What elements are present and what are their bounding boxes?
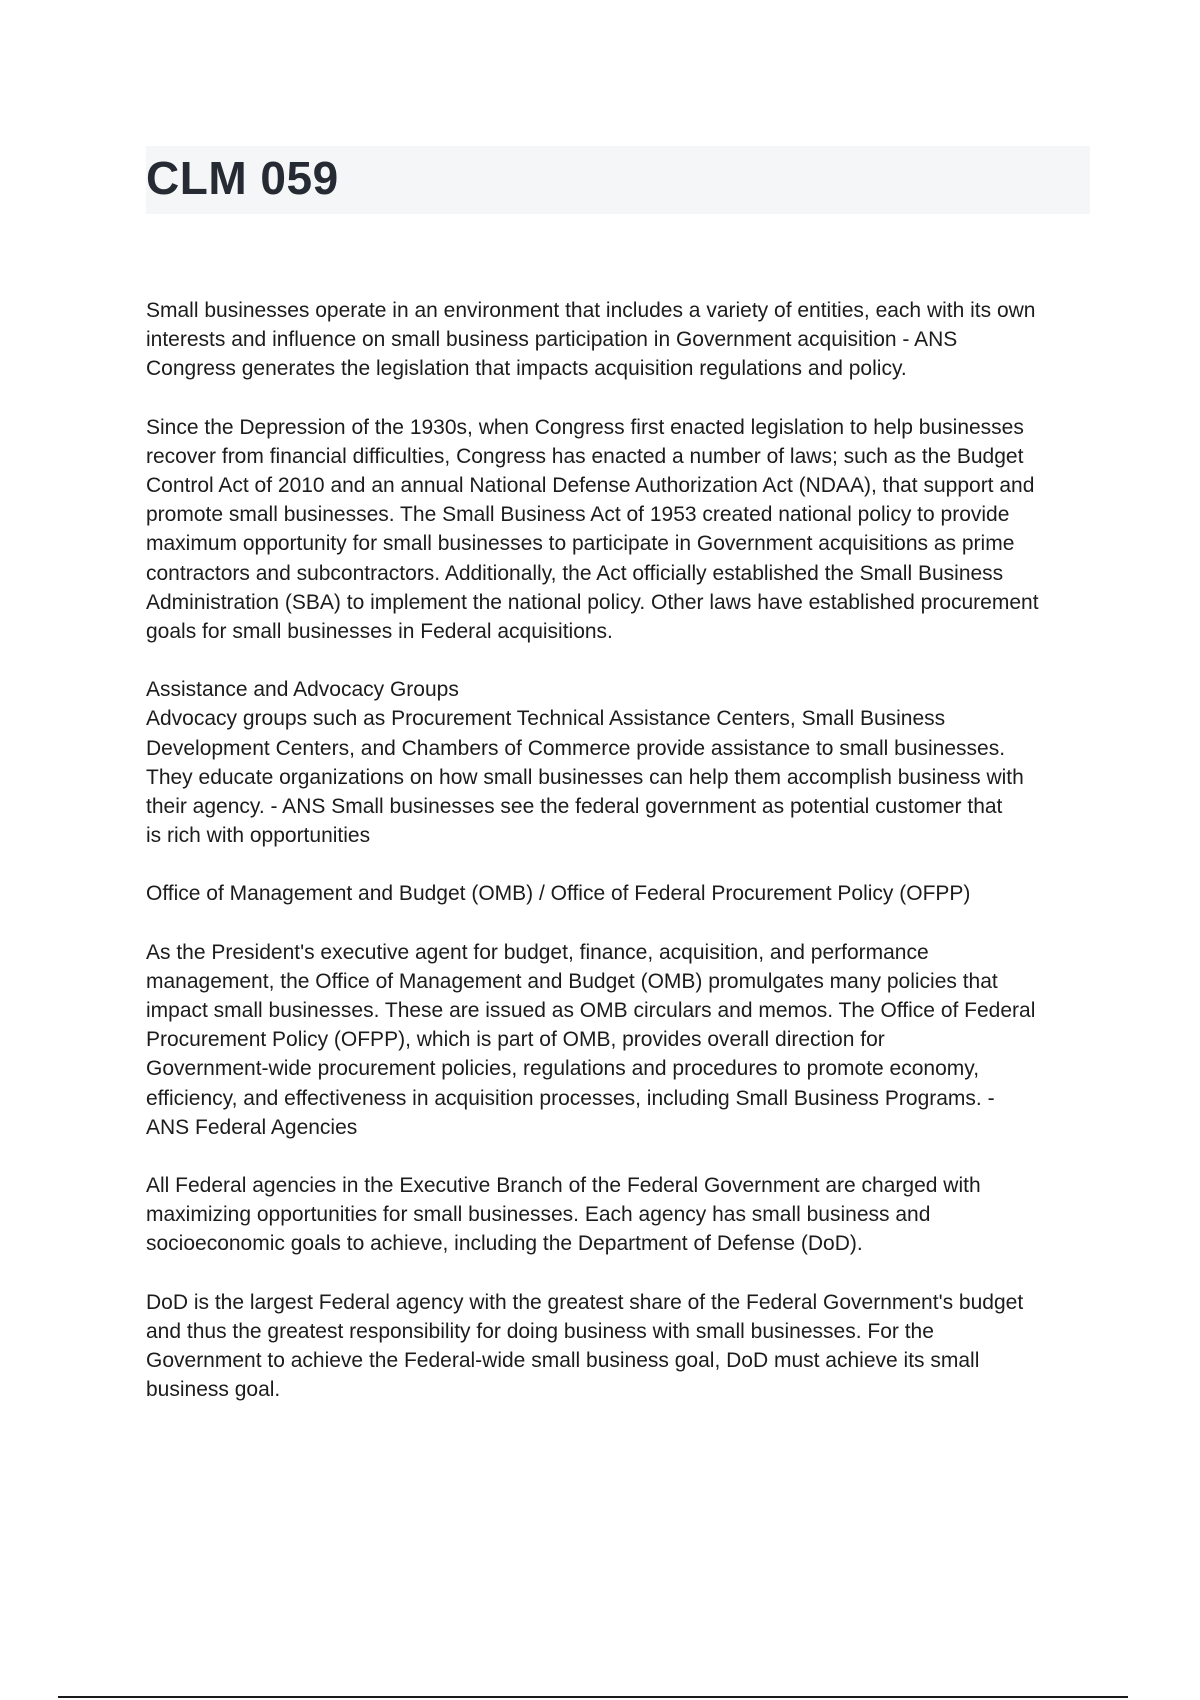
paragraph-advocacy-groups: Assistance and Advocacy Groups Advocacy groups such as Procurement Technical Assistance Centers, Small Business Development Centers, and Chambers of Commerce provide assistance to small businesses. They educate organizations on how small businesses can help them accomplish business with their agency. - ANS Small businesses see the federal government as potential customer that is rich with opportunities [146, 678, 1024, 848]
document-body [146, 296, 1090, 1434]
paragraph-depression-legislation: Since the Depression of the 1930s, when Congress first enacted legislation to help businesses recover from financial difficulties, Congress has enacted a number of laws; such as the Budget Control Act of 2010 and an annual National Defense Authorization Act (NDAA), that support and promote small businesses. The Small Business Act of 1953 created national policy to provide maximum opportunity for small businesses to participate in Government acquisitions as prime contractors and subcontractors. Additionally, the Act officially established the Small Business Administration (SBA) to implement the national policy. Other laws have established procurement goals for small businesses in Federal acquisitions. [146, 415, 1039, 644]
title-band [146, 146, 1090, 214]
paragraph-omb-description: As the President's executive agent for budget, finance, acquisition, and performance management, the Office of Management and Budget (OMB) promulgates many policies that impact small businesses. These are issued as OMB circulars and memos. The Office of Federal Procurement Policy (OFPP), which is part of OMB, provides overall direction for Government-wide procurement policies, regulations and procedures to promote economy, efficiency, and effectiveness in acquisition processes, including Small Business Programs. - ANS Federal Agencies [146, 940, 1036, 1139]
paragraph-small-business-environment: Small businesses operate in an environment that includes a variety of entities, each with its own interests and influence on small business participation in Government acquisition - ANS Congress generates the legislation that impacts acquisition regulations and policy. [146, 299, 1036, 381]
paragraph-dod: DoD is the largest Federal agency with the greatest share of the Federal Government's budget and thus the greatest responsibility for doing business with small businesses. For the Government to achieve the Federal-wide small business goal, DoD must achieve its small business goal. [146, 1290, 1024, 1402]
paragraph-omb-ofpp-heading: Office of Management and Budget (OMB) / Office of Federal Procurement Policy (OFPP) [146, 882, 971, 906]
page-title: CLM 059 [146, 152, 339, 204]
footer-divider [58, 1696, 1128, 1698]
paragraph-federal-agencies: All Federal agencies in the Executive Branch of the Federal Government are charged with maximizing opportunities for small businesses. Each agency has small business and socioeconomic goals to achieve, including the Department of Defense (DoD). [146, 1174, 981, 1256]
